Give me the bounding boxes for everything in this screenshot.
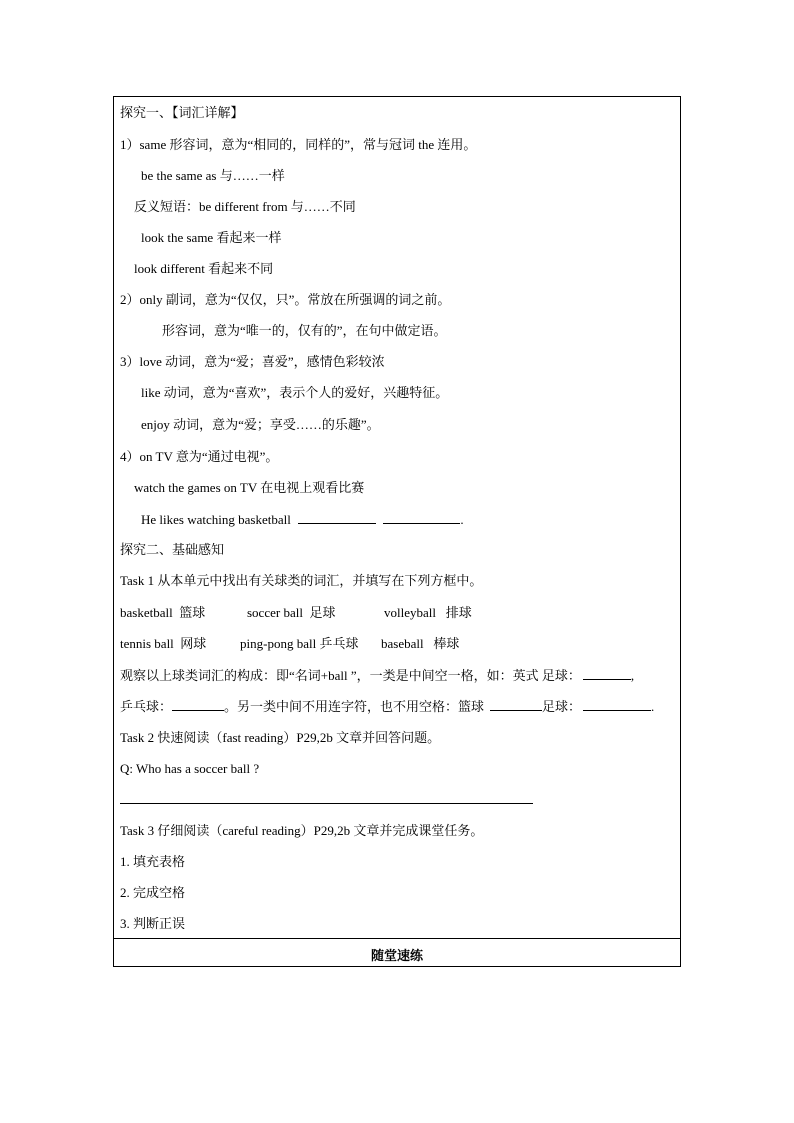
ball-word-en: volleyball: [384, 605, 436, 620]
task2-instruction: Task 2 快速阅读（fast reading）P29,2b 文章并回答问题。: [120, 730, 441, 745]
ball-word-zh: 乒乓球: [319, 636, 359, 651]
answer-line[interactable]: [120, 803, 533, 804]
like-definition: like 动词，意为“喜欢”，表示个人的爱好，兴趣特征。: [141, 385, 449, 400]
love-definition: 3）love 动词，意为“爱；喜爱”，感情色彩较浓: [120, 354, 385, 369]
task3-item: 1. 填充表格: [120, 854, 186, 869]
task3-instruction: Task 3 仔细阅读（careful reading）P29,2b 文章并完成课堂任务。: [120, 823, 484, 838]
ball-word-zh: 篮球: [179, 605, 206, 620]
answer-blank[interactable]: [490, 698, 542, 711]
answer-blank[interactable]: [583, 698, 651, 711]
ball-word-zh: 网球: [180, 636, 207, 651]
ball-word-en: basketball: [120, 605, 173, 620]
practice-row: [114, 938, 680, 967]
worksheet-table: [113, 96, 681, 967]
only-adjective: 形容词，意为“唯一的，仅有的”，在句中做定语。: [162, 323, 447, 338]
comma: ,: [630, 668, 635, 683]
ball-word-zh: 棒球: [433, 636, 460, 651]
ball-word-zh: 排球: [445, 605, 472, 620]
observation-text: 观察以上球类词汇的构成：即“名词+ball ”，一类是中间空一格，如：英式 足球：: [120, 668, 581, 683]
ball-vocab-row: [120, 605, 472, 621]
on-tv-definition: 4）on TV 意为“通过电视”。: [120, 449, 279, 464]
observation-text: 。另一类中间不用连字符，也不用空格：篮球: [224, 699, 485, 714]
exercise-sentence: He likes watching basketball: [141, 512, 291, 527]
observation-text: 乒乓球：: [120, 699, 173, 714]
answer-blank[interactable]: [172, 698, 224, 711]
observation-line-1: [120, 667, 634, 684]
period: .: [651, 699, 655, 714]
answer-blank[interactable]: [383, 511, 460, 524]
task3-item: 3. 判断正误: [120, 916, 186, 931]
enjoy-definition: enjoy 动词，意为“爱；享受……的乐趣”。: [141, 417, 380, 432]
ball-word-en: soccer ball: [247, 605, 303, 620]
section2-heading: 探究二、基础感知: [120, 542, 225, 557]
observation-text: 足球：: [542, 699, 582, 714]
practice-title: 随堂速练: [370, 949, 423, 964]
ball-vocab-row: [120, 636, 459, 652]
look-the-same: look the same 看起来一样: [141, 230, 282, 245]
task1-instruction: Task 1 从本单元中找出有关球类的词汇，并填写在下列方框中。: [120, 573, 483, 588]
answer-blank[interactable]: [298, 511, 376, 524]
ball-word-en: tennis ball: [120, 636, 174, 651]
task2-question: Q: Who has a soccer ball ?: [120, 761, 260, 776]
same-phrase: be the same as 与……一样: [141, 168, 285, 183]
section1-heading: 探究一、【词汇详解】: [120, 105, 244, 120]
answer-blank[interactable]: [583, 667, 631, 680]
task3-item: 2. 完成空格: [120, 885, 186, 900]
period: .: [460, 512, 464, 527]
on-tv-example: watch the games on TV 在电视上观看比赛: [134, 480, 365, 495]
look-different: look different 看起来不同: [134, 261, 274, 276]
on-tv-exercise: [141, 511, 464, 528]
same-antonym: 反义短语：be different from 与……不同: [134, 199, 356, 214]
ball-word-en: ping-pong ball: [240, 636, 317, 651]
observation-line-2: [120, 698, 654, 715]
ball-word-zh: 足球: [309, 605, 336, 620]
only-adverb: 2）only 副词，意为“仅仅，只”。常放在所强调的词之前。: [120, 292, 451, 307]
same-definition: 1）same 形容词，意为“相同的，同样的”，常与冠词 the 连用。: [120, 137, 477, 152]
ball-word-en: baseball: [381, 636, 424, 651]
